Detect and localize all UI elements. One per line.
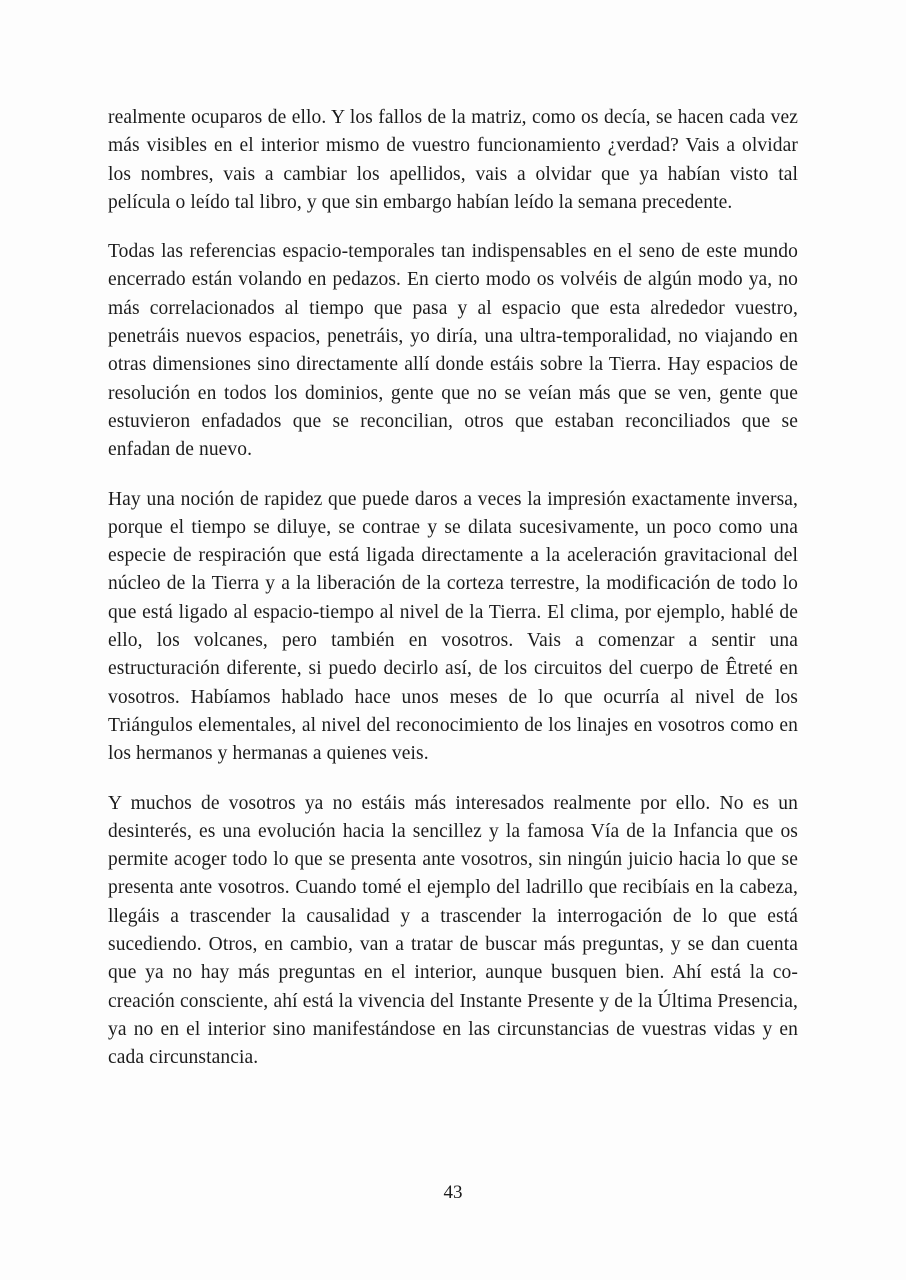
paragraph-3: Hay una noción de rapidez que puede daros a veces la impresión exactamente inversa, porque el tiempo se diluye, se contrae y se dilata sucesivamente, un poco como una especie de respiración que está ligada directamente a la aceleración gravitacional del núcleo de la Tierra y a la liberación de la corteza terrestre, la modificación de todo lo que está ligado al espacio-tiempo al nivel de la Tierra. El clima, por ejemplo, hablé de ello, los volcanes, pero también en vosotros. Vais a comenzar a sentir una estructuración diferente, si puedo decirlo así, de los circuitos del cuerpo de Êtreté en vosotros. Habíamos hablado hace unos meses de lo que ocurría al nivel de los Triángulos elementales, al nivel del reconocimiento de los linajes en vosotros como en los hermanos y hermanas a quienes veis. — [108, 488, 798, 765]
paragraph-1: realmente ocuparos de ello. Y los fallos de la matriz, como os decía, se hacen cada vez más visibles en el interior mismo de vuestro funcionamiento ¿verdad? Vais a olvidar los nombres, vais a cambiar los apellidos, vais a olvidar que ya habían visto tal película o leído tal libro, y que sin embargo habían leído la semana precedente. — [108, 107, 798, 213]
page-number: 43 — [443, 1182, 463, 1203]
paragraph-4: Y muchos de vosotros ya no estáis más interesados realmente por ello. No es un desinterés, es una evolución hacia la sencillez y la famosa Vía de la Infancia que os permite acoger todo lo que se presenta ante vosotros, sin ningún juicio hacia lo que se presenta ante vosotros. Cuando tomé el ejemplo del ladrillo que recibíais en la cabeza, llegáis a trascender la causalidad y a trascender la interrogación de lo que está sucediendo. Otros, en cambio, van a tratar de buscar más preguntas, y se dan cuenta que ya no hay más preguntas en el interior, aunque busquen bien. Ahí está la co-creación consciente, ahí está la vivencia del Instante Presente y de la Última Presencia, ya no en el interior sino manifestándose en las circunstancias de vuestras vidas y en cada circunstancia. — [108, 792, 798, 1069]
page-footer — [0, 1181, 906, 1205]
text-block — [108, 104, 798, 1094]
paragraph-2: Todas las referencias espacio-temporales tan indispensables en el seno de este mundo encerrado están volando en pedazos. En cierto modo os volvéis de algún modo ya, no más correlacionados al tiempo que pasa y al espacio que esta alrededor vuestro, penetráis nuevos espacios, penetráis, yo diría, una ultra-temporalidad, no viajando en otras dimensiones sino directamente allí donde estáis sobre la Tierra. Hay espacios de resolución en todos los dominios, gente que no se veían más que se ven, gente que estuvieron enfadados que se reconcilian, otros que estaban reconciliados que se enfadan de nuevo. — [108, 241, 798, 461]
